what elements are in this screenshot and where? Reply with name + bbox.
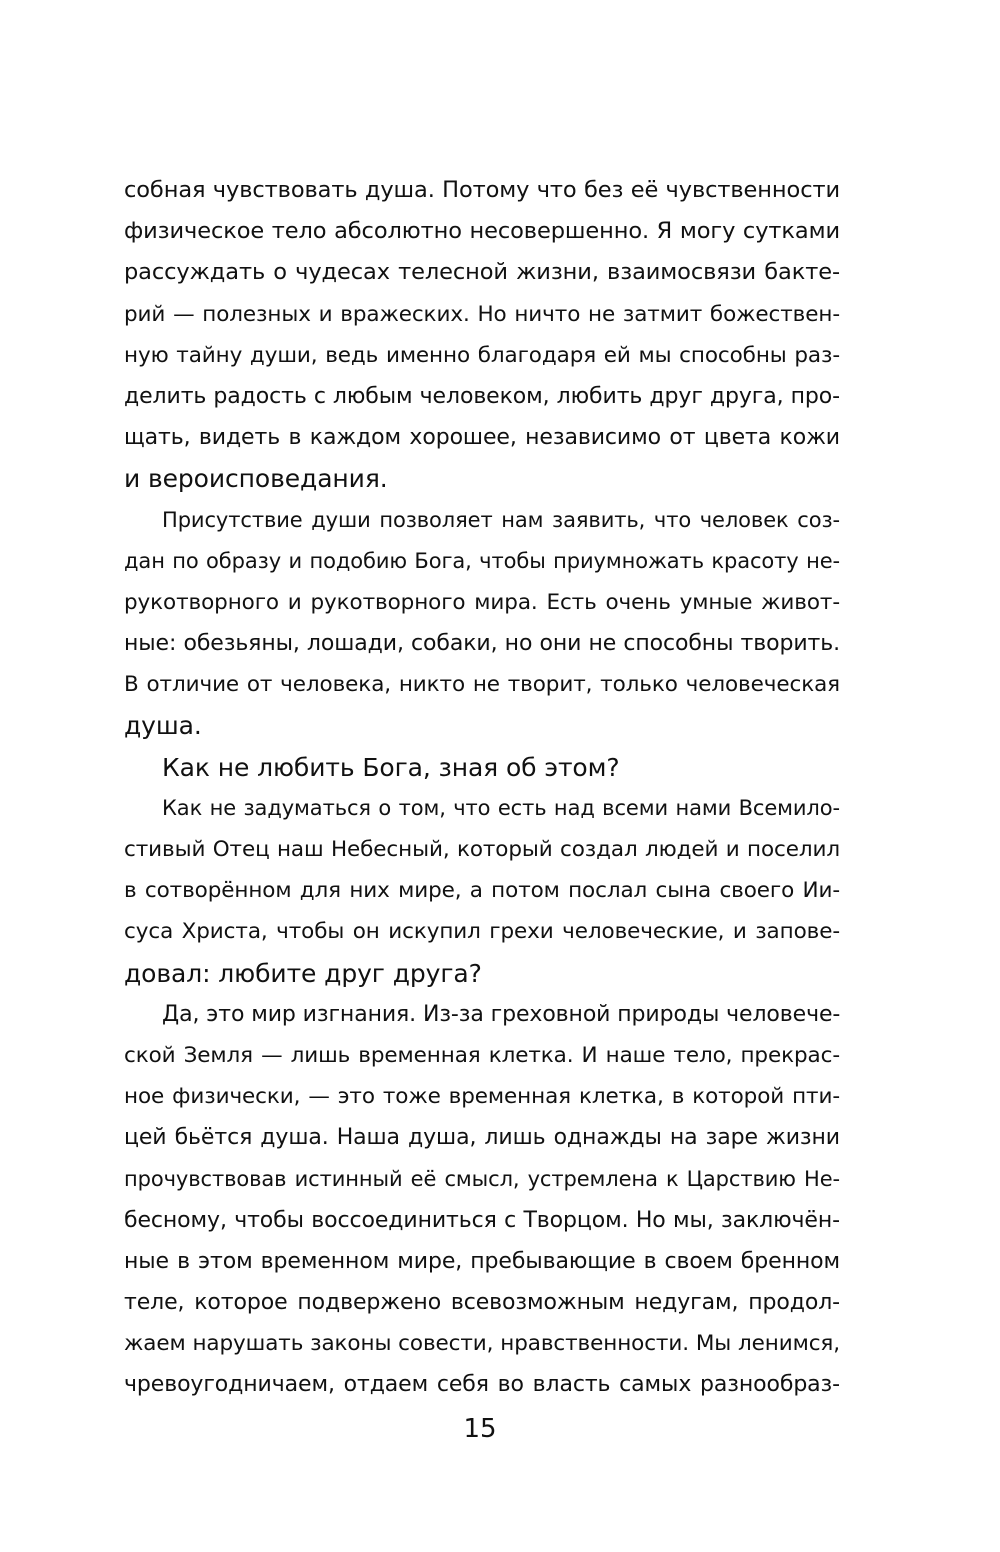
page-number: 15 (463, 1414, 497, 1444)
text-line: довал: любите друг друга? (124, 958, 482, 988)
text-line: и вероисповедания. (124, 464, 388, 494)
text-line: стивый Отец наш Небесный, который создал людей и поселил (124, 837, 840, 862)
paragraph-p1 (124, 170, 840, 500)
text-line: ное физически, — это тоже временная клетка, в которой пти- (124, 1084, 840, 1110)
paragraph-p3 (124, 747, 840, 788)
text-line: рукотворного и рукотворного мира. Есть очень умные живот- (124, 589, 840, 615)
text-line: Да, это мир изгнания. Из-за греховной природы человече- (162, 1001, 840, 1027)
text-line: рий — полезных и вражеских. Но ничто не затмит божествен- (124, 301, 840, 327)
text-line: В отличие от человека, никто не творит, только человеческая (124, 672, 840, 698)
text-line: чревоугодничаем, отдаем себя во власть самых разнообраз- (124, 1372, 840, 1398)
text-line: ской Земля — лишь временная клетка. И наше тело, прекрас- (124, 1042, 840, 1068)
text-line: собная чувствовать душа. Потому что без её чувственности (124, 177, 840, 203)
text-line: физическое тело абсолютно несовершенно. Я могу сутками (124, 218, 840, 245)
text-line: цей бьётся душа. Наша душа, лишь однажды на заре жизни (124, 1125, 840, 1151)
text-line: в сотворённом для них мире, а потом послал сына своего Ии- (124, 878, 840, 904)
text-line: суса Христа, чтобы он искупил грехи человеческие, и запове- (124, 919, 840, 945)
text-line: жаем нарушать законы совести, нравственности. Мы ленимся, (124, 1331, 840, 1357)
paragraph-p5 (124, 994, 840, 1406)
paragraph-p4 (124, 788, 840, 994)
page-body-text (124, 170, 840, 1406)
paragraph-p2 (124, 500, 840, 747)
text-line: делить радость с любым человеком, любить друг друга, про- (124, 383, 840, 409)
text-line: Как не задуматься о том, что есть над всеми нами Всемило- (162, 795, 840, 820)
text-line: рассуждать о чудесах телесной жизни, взаимосвязи бакте- (124, 259, 840, 286)
text-line: прочувствовав истинный её смысл, устремлена к Царствию Не- (124, 1166, 840, 1191)
text-line: ную тайну души, ведь именно благодаря ей мы способны раз- (124, 342, 840, 368)
text-line: душа. (124, 711, 202, 741)
text-line: бесному, чтобы воссоединиться с Творцом. Но мы, заключён- (124, 1207, 840, 1233)
text-line: Присутствие души позволяет нам заявить, что человек соз- (162, 507, 840, 532)
text-line: теле, которое подвержено всевозможным недугам, продол- (124, 1290, 840, 1316)
text-line: ные: обезьяны, лошади, собаки, но они не способны творить. (124, 631, 840, 657)
text-line: ные в этом временном мире, пребывающие в своем бренном (124, 1248, 840, 1274)
text-line: дан по образу и подобию Бога, чтобы приумножать красоту не- (124, 548, 840, 573)
text-line: щать, видеть в каждом хорошее, независимо от цвета кожи (124, 425, 840, 451)
text-line: Как не любить Бога, зная об этом? (162, 752, 620, 782)
